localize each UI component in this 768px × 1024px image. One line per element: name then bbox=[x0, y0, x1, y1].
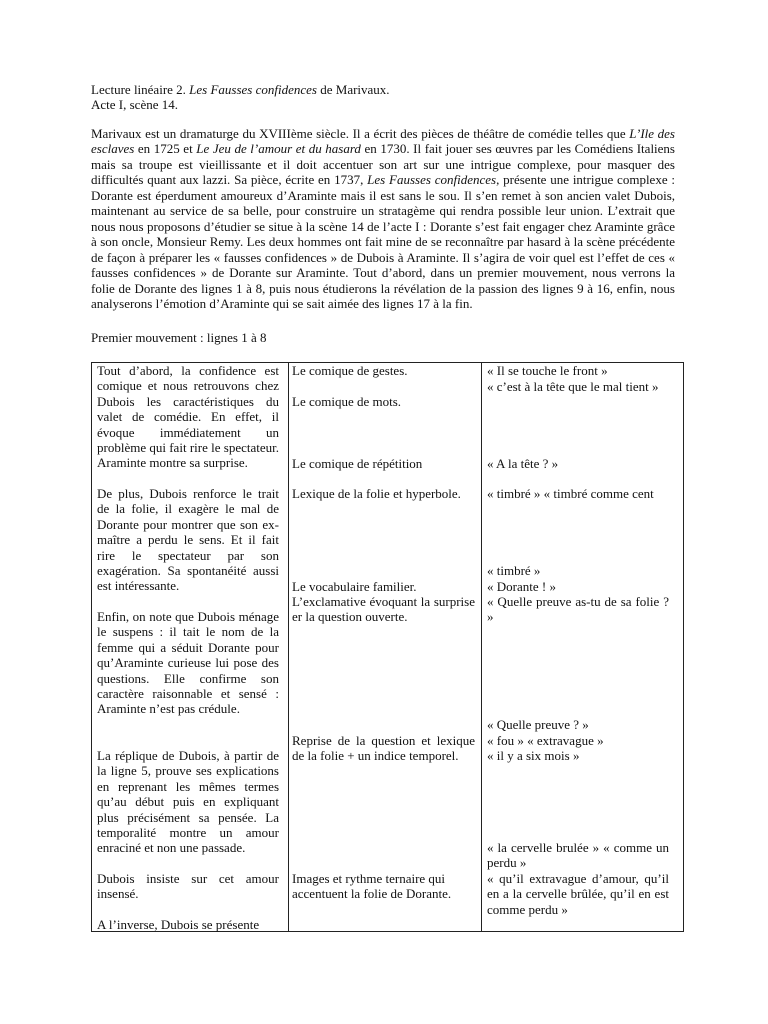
analysis-paragraph: Dubois insiste sur cet amour insensé. bbox=[97, 871, 279, 902]
analysis-paragraph: Enfin, on note que Dubois ménage le suspens : il tait le nom de la femme qui a séduit Dorante pour qu’Araminte curieuse lui pose des questions. Elle confirme son caractère raisonnable et sensé : Araminte n’est pas crédule. bbox=[97, 609, 279, 717]
quote-cell: « c’est à la tête que le mal tient » bbox=[487, 379, 659, 394]
quote-cell: « timbré » « timbré comme cent bbox=[487, 486, 654, 501]
analysis-paragraph: La réplique de Dubois, à partir de la ligne 5, prouve ses explications en reprenant les mêmes termes qu’au début puis en expliquant plus précisément sa pensée. La temporalité montre un amour enraciné et non une passade. bbox=[97, 748, 279, 856]
analysis-paragraph: Tout d’abord, la confidence est comique et nous retrouvons chez Dubois les caractéristiques du valet de comédie. En effet, il évoque immédiatement un problème qui fait rire le spectateur. Araminte montre sa surprise. bbox=[97, 363, 279, 471]
work-title: Les Fausses confidences bbox=[189, 82, 317, 97]
quote-cell: « timbré » bbox=[487, 563, 541, 578]
intro-text-3: en 1730. Il fait jouer ses œuvres par les Comédiens Italiens mais sa troupe est vieillissante et il doit accentuer son art sur une intrigue complexe, pour masquer des difficultés quant aux lazzi. Sa pièce, écrite en 1737, bbox=[91, 141, 675, 188]
quote-cell: « la cervelle brulée » « comme un perdu » bbox=[487, 840, 669, 871]
device-cell: Lexique de la folie et hyperbole. bbox=[292, 486, 461, 501]
column-divider bbox=[288, 363, 289, 931]
quote-cell: « Il se touche le front » bbox=[487, 363, 608, 378]
analysis-table bbox=[91, 362, 684, 932]
title-suffix: de Marivaux. bbox=[316, 82, 390, 97]
movement-title: Premier mouvement : lignes 1 à 8 bbox=[91, 329, 267, 345]
device-cell: Le comique de gestes. bbox=[292, 363, 408, 378]
analysis-paragraph: A l’inverse, Dubois se présente bbox=[97, 917, 260, 932]
quote-cell: « Dorante ! » bbox=[487, 579, 556, 594]
device-cell: L’exclamative évoquant la surprise er la question ouverte. bbox=[292, 594, 475, 625]
device-cell: Le comique de répétition bbox=[292, 456, 423, 471]
device-cell: Le vocabulaire familier. bbox=[292, 579, 417, 594]
intro-text-4: , présente une intrigue complexe : Dorante est éperdument amoureux d’Araminte mais il est sans le sou. Il s’en remet à son ancien valet Dubois, maintenant au service de sa belle, pour construire un stratagème qui rendra possible leur union. L’extrait que nous nous proposons d’étudier se situe à la scène 14 de l’acte I : Dorante s’est fait engager chez Araminte grâce à son oncle, Monsieur Remy. Les deux hommes ont fait mine de se reconnaître par hasard à la scène précédente de façon à préparer les « fausses confidences » de Dubois à Araminte. Il s’agira de voir quel est l’effet de ces « fausses confidences » de Dorante sur Araminte. Tout d’abord, dans un premier mouvement, nous verrons la folie de Dorante des lignes 1 à 8, puis nous étudierons la révélation de la passion des lignes 9 à 16, enfin, nous analyserons l’émotion d’Araminte qui se sait aimée des lignes 17 à la fin. bbox=[91, 172, 676, 312]
analysis-paragraph: De plus, Dubois renforce le trait de la folie, il exagère le mal de Dorante pour montrer que son ex-maître a perdu le sens. Et il fait rire le spectateur par son exagération. Sa spontanéité aussi est intéressante. bbox=[97, 486, 279, 594]
act-scene: Acte I, scène 14. bbox=[91, 97, 178, 113]
intro-text-2: en 1725 et bbox=[134, 141, 197, 157]
intro-title-3: Les Fausses confidences bbox=[367, 172, 497, 188]
quote-cell: « A la tête ? » bbox=[487, 456, 559, 471]
intro-title-1: L’Ile des esclaves bbox=[91, 125, 675, 157]
quote-cell: « il y a six mois » bbox=[487, 748, 580, 763]
quote-cell: « fou » « extravague » bbox=[487, 733, 604, 748]
intro-paragraph bbox=[91, 126, 675, 312]
quote-cell: « Quelle preuve ? » bbox=[487, 717, 589, 732]
intro-text-1: Marivaux est un dramaturge du XVIIIème siècle. Il a écrit des pièces de théâtre de comédie telles que bbox=[91, 125, 630, 141]
device-cell: Le comique de mots. bbox=[292, 394, 402, 409]
device-cell: Reprise de la question et lexique de la folie + un indice temporel. bbox=[292, 733, 475, 764]
quote-cell: « qu’il extravague d’amour, qu’il en a la cervelle brûlée, qu’il en est comme perdu » bbox=[487, 871, 669, 917]
title-prefix: Lecture linéaire 2. bbox=[91, 82, 190, 97]
quote-cell: « Quelle preuve as-tu de sa folie ? » bbox=[487, 594, 669, 625]
device-cell: Images et rythme ternaire qui accentuent la folie de Dorante. bbox=[292, 871, 452, 902]
column-divider bbox=[481, 363, 482, 931]
document-page bbox=[91, 82, 675, 345]
document-title bbox=[91, 82, 675, 97]
intro-title-2: Le Jeu de l’amour et du hasard bbox=[196, 141, 361, 157]
